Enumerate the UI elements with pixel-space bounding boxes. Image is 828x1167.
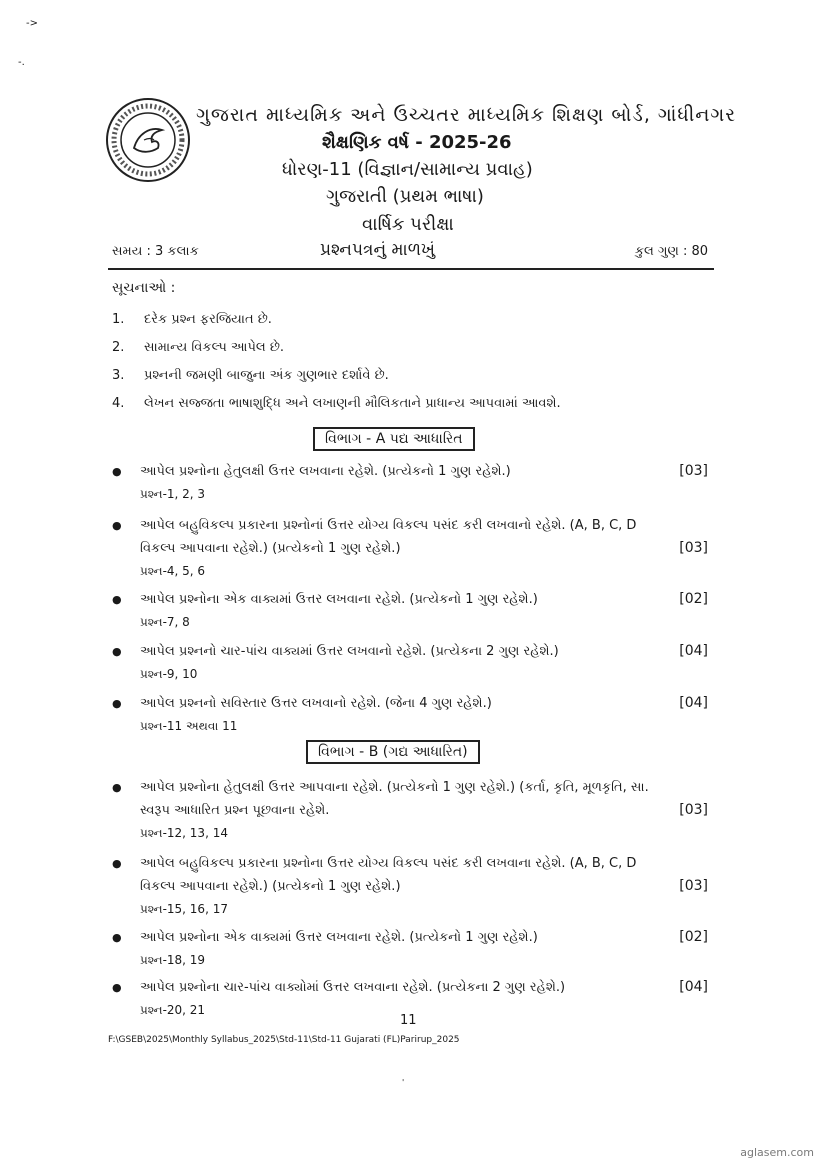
section-b-title: વિભાગ - B (ગદ્ય આધારિત) [306,740,480,764]
board-seal-logo [104,96,192,184]
bullet-icon: ● [112,931,122,944]
instruction-item: 3. પ્રશ્નની જમણી બાજુના અંક ગુણભાર દર્શાવે છે. [112,368,389,383]
scan-mark: -> [26,18,38,29]
question-block: ● આપેલ પ્રશ્નનો ચાર-પાંચ વાક્યમાં ઉત્તર લખવાનો રહેશે. (પ્રત્યેકના 2 ગુણ રહેશે.) પ્રશ્ન-9, 10 [04] [112,640,708,686]
paper-structure-title: પ્રશ્નપત્રનું માળખું [320,240,435,260]
instruction-item: 1. દરેક પ્રશ્ન ફરજિયાત છે. [112,312,272,327]
exam-time: સમય : 3 કલાક [112,244,199,259]
bullet-icon: ● [112,645,122,658]
section-a-title: વિભાગ - A પદ્ય આધારિત [313,427,475,451]
exam-name: વાર્ષિક પરીક્ષા [362,214,454,235]
instruction-item: 4. લેખન સજ્જતા ભાષાશુદ્ધિ અને લખાણની મૌલિકતાને પ્રાધાન્ય આપવામાં આવશે. [112,396,561,411]
question-marks: [03] [679,540,708,556]
instructions-title: સૂચનાઓ : [112,280,176,296]
subject: ગુજરાતી (પ્રથમ ભાષા) [326,186,484,207]
bullet-icon: ● [112,697,122,710]
bullet-icon: ● [112,593,122,606]
question-block: ● આપેલ પ્રશ્નોના એક વાક્યમાં ઉત્તર લખવાના રહેશે. (પ્રત્યેકનો 1 ગુણ રહેશે.) પ્રશ્ન-7, 8 [02] [112,588,708,634]
board-name: ગુજરાત માધ્યમિક અને ઉચ્ચતર માધ્યમિક શિક્ષણ બોર્ડ, ગાંધીનગર [196,104,737,126]
bullet-icon: ● [112,519,122,532]
question-marks: [03] [679,878,708,894]
bullet-icon: ● [112,857,122,870]
question-block: ● આપેલ પ્રશ્નનો સવિસ્તાર ઉત્તર લખવાનો રહેશે. (જેના 4 ગુણ રહેશે.) પ્રશ્ન-11 અથવા 11 [04] [112,692,708,738]
watermark: aglasem.com [740,1146,814,1159]
scan-mark: ' [402,1078,405,1087]
academic-year: શૈક્ષણિક વર્ષ - 2025-26 [322,132,512,153]
standard-stream: ધોરણ-11 (વિજ્ઞાન/સામાન્ય પ્રવાહ) [282,159,533,180]
question-marks: [04] [679,979,708,995]
header-divider [108,268,714,270]
question-marks: [04] [679,643,708,659]
question-block: ● આપેલ પ્રશ્નોના ચાર-પાંચ વાક્યોમાં ઉત્તર લખવાના રહેશે. (પ્રત્યેકના 2 ગુણ રહેશે.) પ્રશ્ન-20, 21 [04] [112,976,708,1022]
bullet-icon: ● [112,781,122,794]
total-marks: કુલ ગુણ : 80 [634,244,708,259]
instruction-item: 2. સામાન્ય વિકલ્પ આપેલ છે. [112,340,285,355]
question-block: ● આપેલ પ્રશ્નોના એક વાક્યમાં ઉત્તર લખવાના રહેશે. (પ્રત્યેકનો 1 ગુણ રહેશે.) પ્રશ્ન-18, 19 [02] [112,926,708,972]
question-block: ● આપેલ પ્રશ્નોના હેતુલક્ષી ઉત્તર લખવાના રહેશે. (પ્રત્યેકનો 1 ગુણ રહેશે.) પ્રશ્ન-1, 2, 3 [03] [112,460,708,506]
scan-mark: -. [18,57,25,68]
question-marks: [02] [679,929,708,945]
question-block: ● આપેલ પ્રશ્નોના હેતુલક્ષી ઉત્તર આપવાના રહેશે. (પ્રત્યેકનો 1 ગુણ રહેશે.) (કર્તા, કૃતિ, મૂળકૃતિ, સા. સ્વરૂપ આધારિત પ્રશ્ન પૂછવાના રહેશે. પ્રશ્ન-12, 13, 14 [03] [112,776,708,845]
question-marks: [03] [679,802,708,818]
question-marks: [02] [679,591,708,607]
bullet-icon: ● [112,981,122,994]
question-marks: [04] [679,695,708,711]
question-block: ● આપેલ બહુવિકલ્પ પ્રકારના પ્રશ્નોના ઉત્તર યોગ્ય વિકલ્પ પસંદ કરી લખવાના રહેશે. (A, B, C, D વિકલ્પ આપવાના રહેશે.) (પ્રત્યેકનો 1 ગુણ રહેશે.) પ્રશ્ન-15, 16, 17 [03] [112,852,708,921]
question-marks: [03] [679,463,708,479]
file-path: F:\GSEB\2025\Monthly Syllabus_2025\Std-11\Std-11 Gujarati (FL)Parirup_2025 [108,1035,460,1045]
bullet-icon: ● [112,465,122,478]
page-number: 11 [400,1013,417,1028]
question-block: ● આપેલ બહુવિકલ્પ પ્રકારના પ્રશ્નોનાં ઉત્તર યોગ્ય વિકલ્પ પસંદ કરી લખવાનો રહેશે. (A, B, C, D વિકલ્પ આપવાના રહેશે.) (પ્રત્યેકનો 1 ગુણ રહેશે.) પ્રશ્ન-4, 5, 6 [03] [112,514,708,583]
